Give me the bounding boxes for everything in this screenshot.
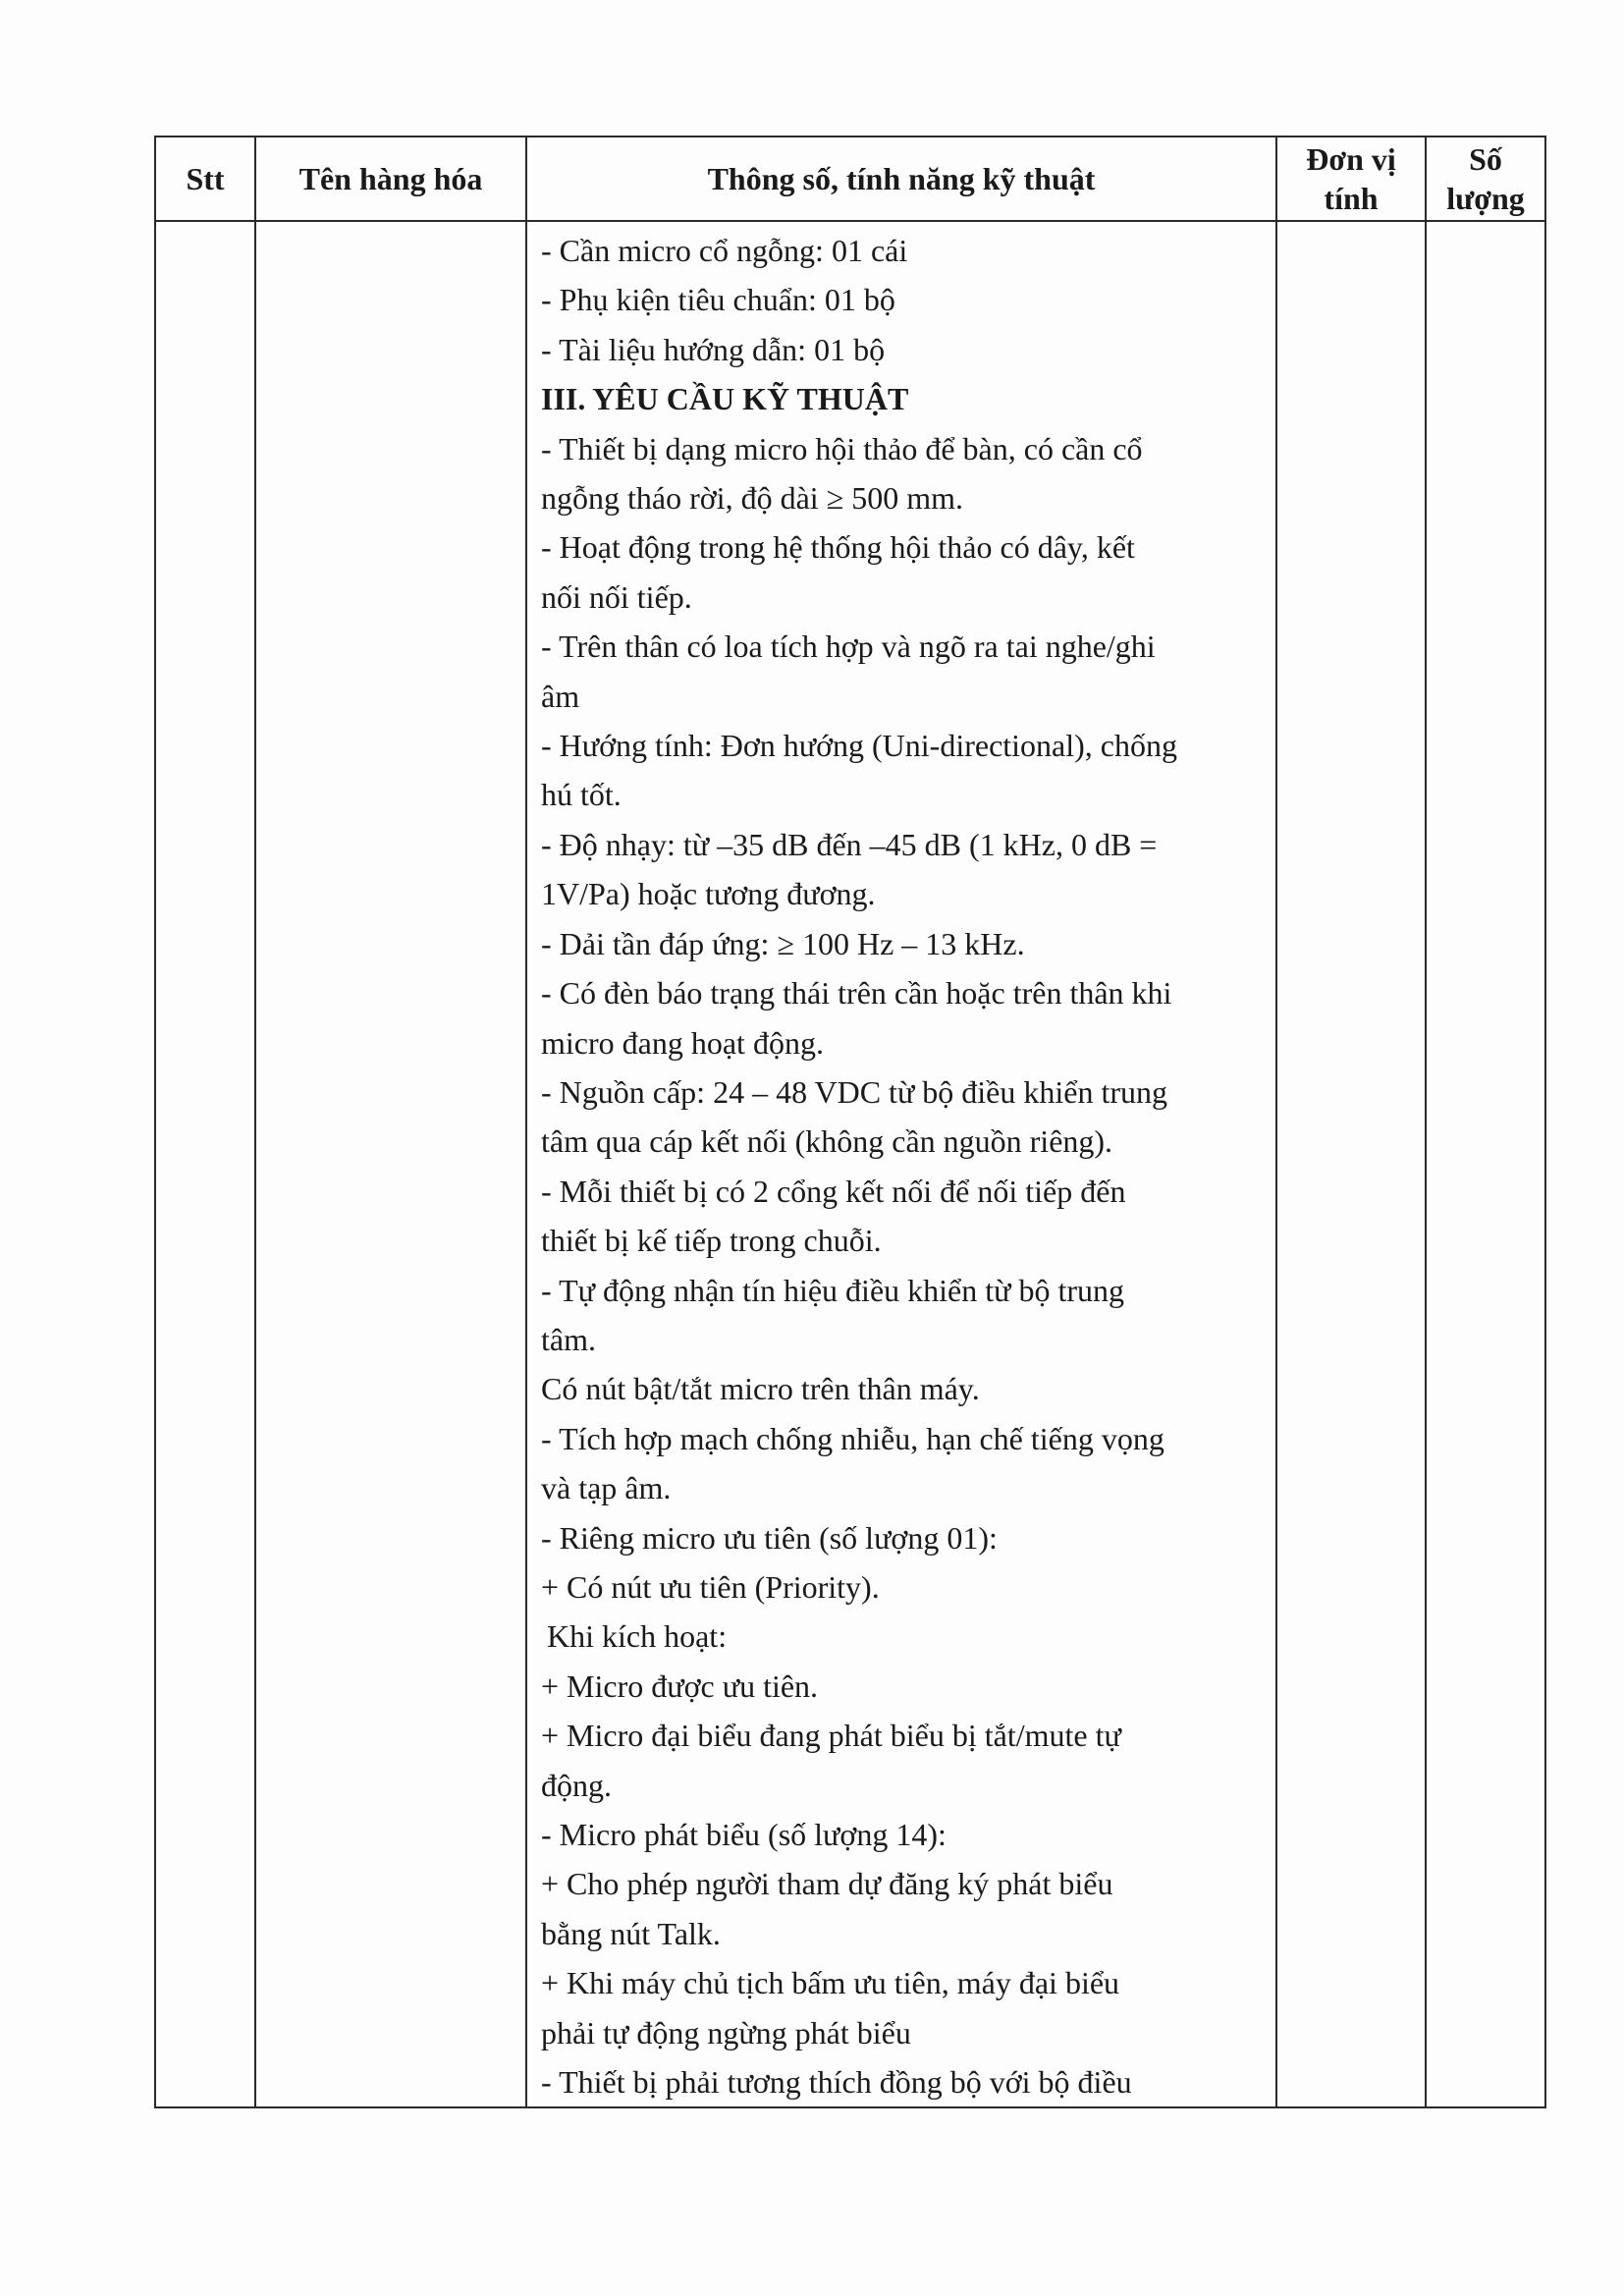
- spec-line: thiết bị kế tiếp trong chuỗi.: [541, 1223, 882, 1259]
- header-item-name: Tên hàng hóa: [255, 137, 526, 221]
- header-qty-line2: lượng: [1446, 181, 1525, 216]
- spec-line: Có nút bật/tắt micro trên thân máy.: [541, 1371, 980, 1407]
- spec-line: hú tốt.: [541, 777, 622, 813]
- spec-line: - Độ nhạy: từ –35 dB đến –45 dB (1 kHz, 0 dB =: [541, 826, 1158, 862]
- table-header-row: [155, 137, 1545, 221]
- spec-line: - Mỗi thiết bị có 2 cổng kết nối để nối tiếp đến: [541, 1173, 1126, 1209]
- cell-quantity: [1426, 221, 1545, 2107]
- header-unit-line2: tính: [1324, 181, 1379, 216]
- cell-item-name: [255, 221, 526, 2107]
- spec-line: + Khi máy chủ tịch bấm ưu tiên, máy đại biểu: [541, 1965, 1120, 2001]
- spec-line: - Micro phát biểu (số lượng 14):: [541, 1817, 947, 1852]
- spec-line: tâm qua cáp kết nối (không cần nguồn riêng).: [541, 1123, 1113, 1160]
- spec-line: - Dải tần đáp ứng: ≥ 100 Hz – 13 kHz.: [541, 925, 1025, 961]
- spec-line: micro đang hoạt động.: [541, 1024, 824, 1061]
- header-unit-line1: Đơn vị: [1306, 141, 1396, 177]
- header-quantity: [1426, 137, 1545, 221]
- spec-line: 1V/Pa) hoặc tương đương.: [541, 876, 876, 912]
- spec-line: âm: [541, 678, 580, 714]
- spec-line: ngỗng tháo rời, độ dài ≥ 500 mm.: [541, 480, 963, 517]
- spec-line: - Cần micro cổ ngỗng: 01 cái: [541, 233, 908, 268]
- spec-line: - Tài liệu hướng dẫn: 01 bộ: [541, 331, 886, 367]
- spec-line: - Tự động nhận tín hiệu điều khiển từ bộ trung: [541, 1272, 1125, 1308]
- spec-line: + Cho phép người tham dự đăng ký phát biểu: [541, 1866, 1113, 1902]
- header-unit: [1276, 137, 1426, 221]
- table-row: [155, 221, 1545, 2107]
- spec-line: tâm.: [541, 1321, 596, 1357]
- spec-line: + Micro đại biểu đang phát biểu bị tắt/mute tự: [541, 1718, 1121, 1754]
- spec-line: + Có nút ưu tiên (Priority).: [541, 1568, 880, 1605]
- equipment-spec-table: [154, 136, 1546, 2108]
- section-heading: III. YÊU CẦU KỸ THUẬT: [541, 381, 909, 417]
- spec-line: - Có đèn báo trạng thái trên cần hoặc trên thân khi: [541, 975, 1172, 1011]
- spec-line: - Hoạt động trong hệ thống hội thảo có dây, kết: [541, 529, 1135, 566]
- spec-line: phải tự động ngừng phát biểu: [541, 2014, 911, 2050]
- spec-line: - Tích hợp mạch chống nhiễu, hạn chế tiếng vọng: [541, 1420, 1164, 1456]
- header-technical-spec: Thông số, tính năng kỹ thuật: [526, 137, 1276, 221]
- header-qty-line1: Số: [1469, 141, 1502, 177]
- spec-line: - Nguồn cấp: 24 – 48 VDC từ bộ điều khiển trung: [541, 1073, 1168, 1110]
- spec-line: nối nối tiếp.: [541, 578, 692, 615]
- cell-stt: [155, 221, 255, 2107]
- spec-line: - Hướng tính: Đơn hướng (Uni-directional), chống: [541, 728, 1177, 764]
- spec-line: và tạp âm.: [541, 1470, 672, 1506]
- cell-technical-spec: [526, 221, 1276, 2107]
- cell-unit: [1276, 221, 1426, 2107]
- spec-line: - Thiết bị phải tương thích đồng bộ với bộ điều: [541, 2064, 1132, 2101]
- spec-line: - Trên thân có loa tích hợp và ngõ ra tai nghe/ghi: [541, 629, 1156, 665]
- spec-line: - Riêng micro ưu tiên (số lượng 01):: [541, 1519, 998, 1556]
- spec-line: - Thiết bị dạng micro hội thảo để bàn, có cần cổ: [541, 430, 1143, 466]
- header-stt: Stt: [155, 137, 255, 221]
- spec-line: Khi kích hoạt:: [547, 1618, 728, 1655]
- spec-line: động.: [541, 1767, 612, 1803]
- spec-line: - Phụ kiện tiêu chuẩn: 01 bộ: [541, 282, 895, 318]
- spec-line: bằng nút Talk.: [541, 1915, 721, 1951]
- spec-line: + Micro được ưu tiên.: [541, 1667, 819, 1704]
